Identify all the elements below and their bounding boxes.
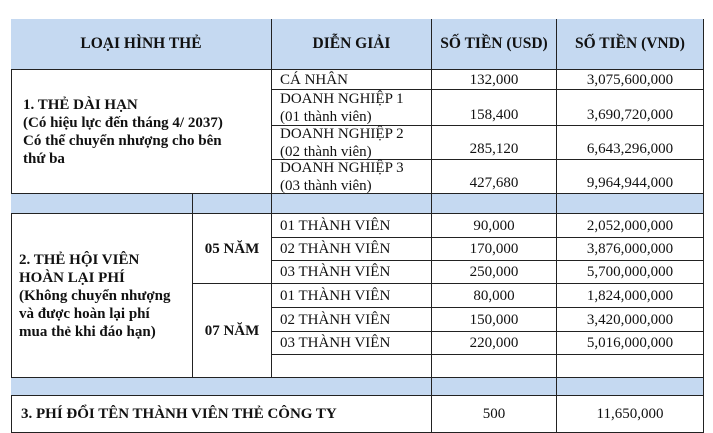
section1-title [11, 70, 272, 194]
table-row-desc [272, 70, 432, 90]
row-desc-text: 02 THÀNH VIÊN [280, 241, 391, 257]
table-row-usd [432, 70, 557, 90]
row-usd-text: 132,000 [469, 71, 519, 88]
row-usd-text: 427,680 [469, 175, 519, 191]
row-desc-text: DOANH NGHIỆP 1 [280, 90, 404, 107]
table-row-usd [432, 284, 557, 308]
table-row-desc [272, 261, 432, 284]
header-card-type-label: LOẠI HÌNH THẺ [80, 35, 202, 52]
row-vnd-text: 3,420,000,000 [586, 311, 674, 328]
section1-title-line: thứ ba [23, 150, 65, 167]
separator-cell [432, 378, 557, 396]
table-row-usd [432, 332, 557, 355]
table-row-usd [432, 160, 557, 194]
separator-cell [11, 194, 193, 214]
section3-vnd [557, 396, 704, 433]
separator-cell [557, 378, 704, 396]
table-row-vnd [557, 308, 704, 332]
row-vnd-text: 3,075,600,000 [586, 71, 674, 88]
table-row-desc [272, 126, 432, 160]
row-usd-text: 500 [482, 406, 506, 422]
header-description [272, 19, 432, 70]
row-desc-subtext: (01 thành viên) [280, 108, 372, 125]
row-desc-text: 03 THÀNH VIÊN [280, 264, 391, 280]
table-row-usd [432, 214, 557, 238]
section3-title [11, 396, 432, 433]
row-vnd-text: 2,052,000,000 [586, 217, 674, 234]
table-row-desc [272, 238, 432, 261]
row-vnd-text: 11,650,000 [596, 406, 664, 422]
separator-cell [272, 194, 432, 214]
row-desc-subtext: (02 thành viên) [280, 143, 372, 160]
empty-cell [557, 355, 704, 378]
header-amount-vnd [557, 19, 704, 70]
separator-cell [557, 194, 704, 214]
row-desc-text: 01 THÀNH VIÊN [280, 287, 391, 304]
row-usd-text: 150,000 [469, 311, 519, 328]
row-desc-text: DOANH NGHIỆP 3 [280, 159, 404, 176]
row-usd-text: 285,120 [469, 141, 519, 157]
term-7-years [193, 284, 272, 378]
row-desc-text: 03 THÀNH VIÊN [280, 335, 391, 351]
row-usd-text: 170,000 [469, 241, 519, 257]
section2-title-line: và được hoàn lại phí [19, 305, 150, 322]
table-row-usd [432, 90, 557, 126]
separator-cell [432, 194, 557, 214]
row-desc-subtext: (03 thành viên) [280, 177, 372, 194]
row-vnd-text: 5,016,000,000 [586, 335, 674, 351]
table-row-vnd [557, 238, 704, 261]
header-amount-usd [432, 19, 557, 70]
table-row-vnd [557, 261, 704, 284]
section2-title [11, 214, 193, 378]
header-description-label: DIỄN GIẢI [312, 35, 391, 52]
header-amount-usd-label: SỐ TIỀN (USD) [440, 35, 548, 52]
row-desc-text: 02 THÀNH VIÊN [280, 311, 391, 328]
term-5-years [193, 214, 272, 284]
table-row-usd [432, 261, 557, 284]
header-card-type [11, 19, 272, 70]
row-vnd-text: 3,876,000,000 [586, 241, 674, 257]
row-desc-text: CÁ NHÂN [280, 71, 348, 88]
row-desc-text: DOANH NGHIỆP 2 [280, 125, 404, 142]
table-row-vnd [557, 90, 704, 126]
table-row-desc [272, 90, 432, 126]
term-label: 05 NĂM [204, 240, 260, 257]
row-usd-text: 90,000 [473, 217, 515, 234]
table-row-desc [272, 308, 432, 332]
section1-title-line: Có thể chuyển nhượng cho bên [23, 132, 222, 149]
separator-cell [193, 194, 272, 214]
section2-title-line: 2. THẺ HỘI VIÊN [19, 251, 140, 268]
table-row-desc [272, 284, 432, 308]
table-row-desc [272, 160, 432, 194]
row-vnd-text: 5,700,000,000 [586, 264, 674, 280]
empty-cell [432, 355, 557, 378]
section2-title-line: HOÀN LẠI PHÍ [19, 269, 125, 286]
section1-title-line: (Có hiệu lực đến tháng 4/ 2037) [23, 114, 223, 131]
row-vnd-text: 1,824,000,000 [586, 287, 674, 304]
term-label: 07 NĂM [204, 322, 260, 339]
table-row-usd [432, 238, 557, 261]
table-row-usd [432, 308, 557, 332]
row-desc-text: 01 THÀNH VIÊN [280, 217, 391, 234]
table-row-vnd [557, 284, 704, 308]
row-vnd-text: 3,690,720,000 [586, 107, 674, 123]
table-row-vnd [557, 70, 704, 90]
section2-title-line: mua thẻ khi đáo hạn) [19, 323, 156, 340]
table-row-vnd [557, 126, 704, 160]
table-row-vnd [557, 160, 704, 194]
row-vnd-text: 9,964,944,000 [586, 175, 674, 191]
section3-usd [432, 396, 557, 433]
section2-title-line: (Không chuyển nhượng [19, 287, 171, 304]
table-row-usd [432, 126, 557, 160]
separator-cell [11, 378, 432, 396]
section1-title-line: 1. THẺ DÀI HẠN [23, 96, 138, 113]
row-usd-text: 250,000 [469, 264, 519, 280]
row-vnd-text: 6,643,296,000 [586, 141, 674, 157]
table-row-vnd [557, 332, 704, 355]
table-row-desc [272, 332, 432, 355]
table-row-vnd [557, 214, 704, 238]
header-amount-vnd-label: SỐ TIỀN (VND) [575, 35, 685, 52]
empty-cell [272, 355, 432, 378]
row-usd-text: 80,000 [473, 287, 515, 304]
section3-title-text: 3. PHÍ ĐỔI TÊN THÀNH VIÊN THẺ CÔNG TY [21, 406, 337, 422]
table-row-desc [272, 214, 432, 238]
row-usd-text: 158,400 [469, 107, 519, 123]
row-usd-text: 220,000 [469, 335, 519, 351]
